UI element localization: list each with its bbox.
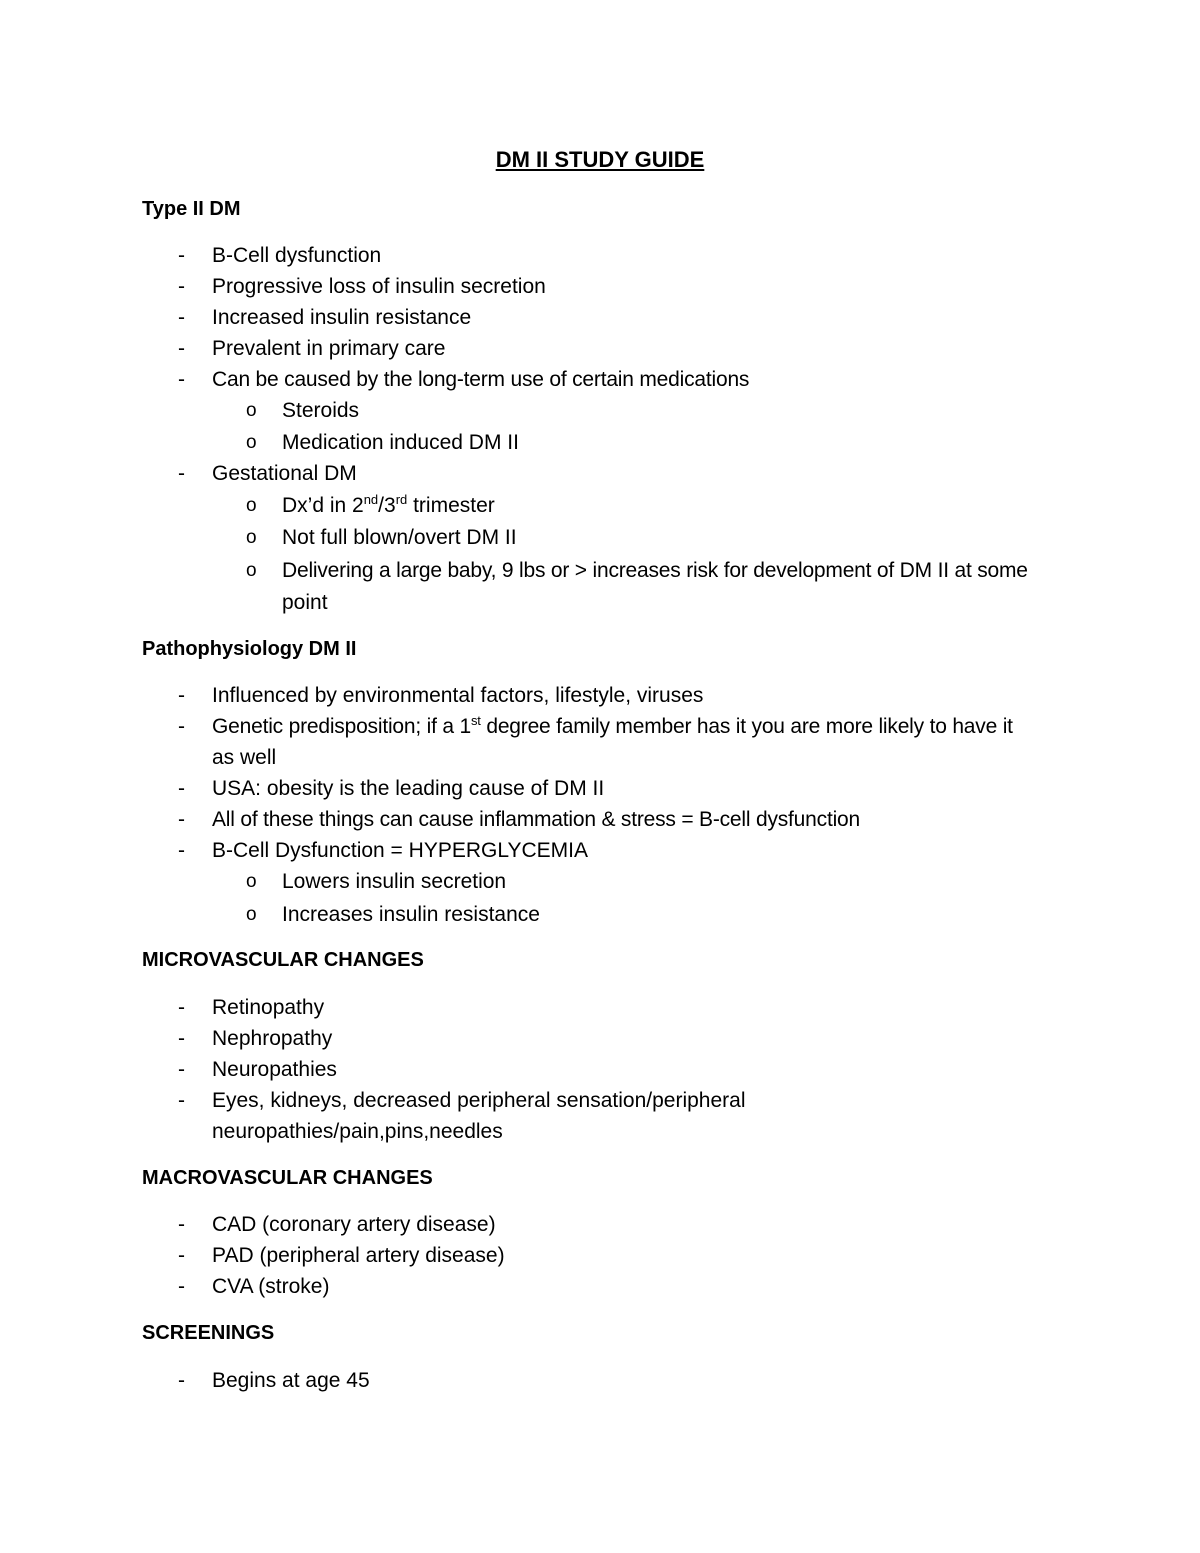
- section-heading-type2: Type II DM: [142, 198, 241, 220]
- page-title: DM II STUDY GUIDE: [495, 147, 705, 172]
- section-heading-micro: MICROVASCULAR CHANGES: [142, 949, 424, 971]
- section-heading-screenings: SCREENINGS: [142, 1322, 275, 1344]
- section-heading-patho: Pathophysiology DM II: [142, 638, 357, 660]
- document-page: DM II STUDY GUIDE Type II DM - B-Cell dysfunction - Progressive loss of insulin secretion - Increased insulin resistance - Prevalent in primary care - Can be caused by the long-term use of certain medications o Steroids o Medication induced DM II - Gestational DM o Dx’d in 2nd/3rd trimester o Not full blown/overt DM II o Delivering a large baby, 9 lbs or > increases risk for development of DM II at some point Pathophysiology DM II - Influenced by environmental factors, lifestyle, viruses - Genetic predisposition; if a 1st degree family member has it you are more likely to have it as well - USA: obesity is the leading cause of DM II - All of these things can cause inflammation & stress = B-cell dysfunction - B-Cell Dysfunction = HYPERGLYCEMIA o Lowers insulin secretion o Increases insulin resistance MICROVASCULAR CHANGES - Retinopathy - Nephropathy - Neuropathies - Eyes, kidneys, decreased peripheral sensation/peripheral neuropathies/pain,pins,needles MACROVASCULAR CHANGES - CAD (coronary artery disease) - PAD (peripheral artery disease) - CVA (stroke) SCREENINGS - Begins at age 45: [0, 0, 1200, 1553]
- section-heading-macro: MACROVASCULAR CHANGES: [142, 1167, 433, 1189]
